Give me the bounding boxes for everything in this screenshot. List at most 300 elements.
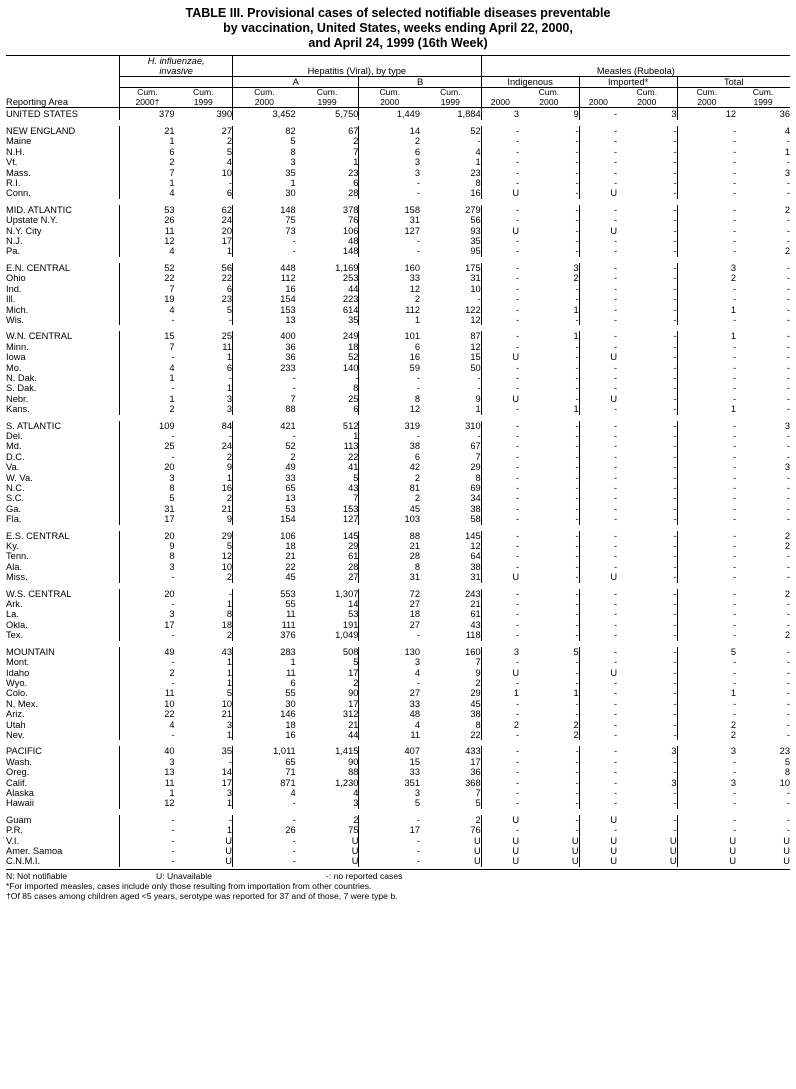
row-value-cell: - [481, 441, 519, 451]
row-value-cell: - [786, 262, 790, 273]
table-row [6, 373, 790, 383]
row-value-cell: - [579, 514, 617, 524]
col-9-l2: 2000 [637, 96, 657, 107]
row-value-cell: - [673, 588, 677, 599]
row-value-cell: - [579, 541, 617, 551]
row-value-cell: 64 [470, 551, 481, 562]
row-value-cell: - [575, 657, 579, 668]
table-row [6, 620, 790, 630]
col-5-l2: 1999 [440, 96, 460, 107]
row-value-cell: - [359, 236, 420, 246]
row-area-label: Alaska [6, 787, 34, 798]
row-value-cell: 8 [120, 551, 175, 561]
row-value-cell: 72 [359, 589, 420, 599]
row-value-cell: - [481, 657, 519, 667]
row-value-cell: 9 [226, 514, 233, 525]
row-value-cell: 35 [221, 746, 233, 757]
row-value-cell: - [673, 493, 677, 504]
row-value-cell: 3 [226, 787, 233, 798]
row-value-cell: 12 [677, 108, 736, 121]
row-value-cell: - [359, 856, 420, 866]
row-value-cell: 1 [475, 157, 481, 168]
row-value-cell: 158 [359, 205, 420, 215]
row-value-cell: - [673, 126, 677, 136]
row-value-cell: - [579, 609, 617, 619]
row-value-cell: 3 [359, 157, 420, 167]
row-value-cell: 22 [233, 562, 296, 572]
row-area-label: Ala. [6, 561, 23, 572]
table-row [6, 531, 790, 541]
row-value-cell: 43 [221, 646, 233, 657]
row-value-cell: - [673, 304, 677, 315]
row-area-label: N.Y. City [6, 225, 42, 236]
row-value-cell: - [786, 698, 790, 709]
table-row [6, 462, 790, 472]
row-value-cell: 160 [359, 263, 420, 273]
row-area-label: Conn. [6, 188, 31, 199]
row-area-label: Minn. [6, 341, 29, 352]
row-value-cell: - [481, 404, 519, 414]
row-value-cell: - [677, 483, 736, 493]
subgroup-indigenous: Indigenous [507, 77, 553, 87]
row-value-cell: 21 [233, 551, 296, 561]
row-area-label: D.C. [6, 451, 25, 462]
row-value-cell: - [575, 530, 579, 541]
col-7-l2: 2000 [539, 96, 559, 107]
row-value-cell: - [579, 599, 617, 609]
row-value-cell: - [786, 709, 790, 720]
row-value-cell: 1 [481, 688, 519, 698]
row-area-label: Miss. [6, 572, 28, 583]
row-value-cell: 1 [226, 729, 233, 740]
row-area-label: W.S. CENTRAL [6, 588, 72, 599]
row-value-cell: 34 [470, 493, 481, 504]
row-value-cell: - [228, 814, 233, 825]
table-row [6, 815, 790, 825]
row-value-cell: 2 [226, 136, 233, 147]
row-value-cell: 3 [481, 108, 519, 121]
table-row [6, 126, 790, 136]
row-value-cell: 9 [120, 541, 175, 551]
row-value-cell: - [575, 236, 579, 247]
row-value-cell: 95 [470, 246, 481, 257]
row-value-cell: - [481, 551, 519, 561]
row-value-cell: 35 [348, 314, 359, 325]
row-value-cell: 20 [120, 462, 175, 472]
row-value-cell: - [575, 204, 579, 215]
row-value-cell: 145 [342, 530, 359, 541]
row-value-cell: 7 [120, 284, 175, 294]
row-value-cell: 11 [120, 226, 175, 236]
row-value-cell: - [481, 630, 519, 640]
row-value-cell: - [786, 441, 790, 452]
row-value-cell: - [481, 342, 519, 352]
row-value-cell: 50 [470, 362, 481, 373]
row-value-cell: 3 [573, 262, 579, 273]
row-value-cell: - [477, 372, 481, 383]
row-value-cell: U [783, 835, 790, 846]
row-value-cell: - [673, 372, 677, 383]
row-value-cell: - [579, 493, 617, 503]
row-value-cell: 421 [233, 421, 296, 431]
col-0-l1: Cum. [137, 87, 158, 97]
row-value-cell: 5 [226, 688, 233, 699]
row-value-cell: - [677, 284, 736, 294]
row-value-cell: 508 [342, 646, 359, 657]
row-value-cell: 3 [120, 473, 175, 483]
row-value-cell: - [575, 362, 579, 373]
row-value-cell: - [359, 178, 420, 188]
row-value-cell: - [677, 462, 736, 472]
row-value-cell: 1,011 [233, 746, 296, 756]
row-value-cell: - [575, 551, 579, 562]
row-value-cell: 312 [342, 709, 359, 720]
row-value-cell: 1,884 [457, 109, 481, 119]
row-value-cell: 5 [353, 657, 359, 668]
row-value-cell: 1 [226, 657, 233, 668]
row-value-cell: - [673, 646, 677, 657]
row-value-cell: 112 [233, 273, 296, 283]
col-11-l1: Cum. [752, 87, 774, 97]
row-value-cell: 53 [233, 504, 296, 514]
row-value-cell: 11 [222, 341, 233, 352]
row-value-cell: - [228, 588, 233, 599]
legend-unavailable: U: Unavailable [156, 870, 212, 881]
row-value-cell: U [473, 856, 481, 867]
row-value-cell: - [359, 431, 420, 441]
row-value-cell: 18 [221, 619, 233, 630]
row-value-cell: 1 [226, 352, 233, 363]
col-1-l1: Cum. [193, 87, 214, 97]
row-value-cell: - [120, 657, 175, 667]
row-value-cell: 512 [342, 420, 359, 431]
row-value-cell: 8 [226, 609, 233, 620]
row-value-cell: 148 [342, 246, 359, 257]
row-value-cell: - [673, 709, 677, 720]
row-value-cell: U [783, 856, 790, 867]
table-row [6, 342, 790, 352]
row-value-cell: - [677, 767, 736, 777]
row-value-cell: - [481, 431, 519, 441]
table-row [6, 136, 790, 146]
row-value-cell: - [481, 757, 519, 767]
row-value-cell: 2 [677, 720, 736, 730]
row-area-label: Tex. [6, 630, 24, 641]
row-value-cell: 88 [233, 404, 296, 414]
row-value-cell: 1 [120, 788, 175, 798]
col-3-l2: 1999 [317, 96, 337, 107]
row-value-cell: 3 [359, 788, 420, 798]
table-row [6, 647, 790, 657]
row-value-cell: - [359, 836, 420, 846]
row-area-label: Maine [6, 136, 32, 147]
table-row [6, 452, 790, 462]
row-value-cell: 10 [470, 283, 481, 294]
row-value-cell: - [575, 462, 579, 473]
row-value-cell: 1 [226, 246, 233, 257]
row-value-cell: 153 [342, 503, 359, 514]
row-value-cell: - [673, 719, 677, 730]
table-row [6, 825, 790, 835]
table-row [6, 767, 790, 777]
legend-row [6, 871, 790, 881]
row-value-cell: - [575, 777, 579, 788]
row-value-cell: - [355, 372, 359, 383]
row-value-cell: 553 [233, 589, 296, 599]
row-value-cell: 88 [348, 767, 359, 778]
row-value-cell: 4 [353, 787, 359, 798]
row-area-label: Vt. [6, 157, 18, 168]
row-value-cell: - [673, 352, 677, 363]
table-row [6, 609, 790, 619]
row-value-cell: - [481, 331, 519, 341]
row-value-cell: - [786, 283, 790, 294]
row-value-cell: - [786, 646, 790, 657]
row-value-cell: - [575, 746, 579, 757]
row-value-cell: 24 [221, 441, 233, 452]
table-row [6, 599, 790, 609]
row-value-cell: - [673, 541, 677, 552]
row-value-cell: - [786, 561, 790, 572]
row-value-cell: - [579, 678, 617, 688]
row-value-cell: 1,230 [335, 777, 359, 788]
row-area-label: Ind. [6, 283, 22, 294]
row-value-cell: - [677, 246, 736, 256]
row-value-cell: 61 [470, 609, 481, 620]
row-value-cell: 3 [226, 393, 233, 404]
row-value-cell: 243 [465, 588, 481, 599]
row-value-cell: 12 [221, 551, 233, 562]
row-value-cell: 10 [221, 561, 233, 572]
row-value-cell: - [579, 551, 617, 561]
row-value-cell: - [228, 430, 233, 441]
row-value-cell: 2 [784, 541, 790, 552]
row-value-cell: 52 [120, 263, 175, 273]
row-value-cell: 3 [784, 420, 790, 431]
row-value-cell: - [579, 757, 617, 767]
group-measles: Measles (Rubeola) [596, 66, 675, 76]
row-value-cell: 12 [470, 341, 481, 352]
row-value-cell: 5 [573, 646, 579, 657]
row-value-cell: 6 [359, 452, 420, 462]
row-value-cell: - [579, 473, 617, 483]
row-value-cell: - [579, 404, 617, 414]
row-value-cell: - [673, 283, 677, 294]
col-5-l1: Cum. [440, 87, 461, 97]
row-value-cell: - [786, 314, 790, 325]
table-row [6, 205, 790, 215]
row-value-cell: - [579, 798, 617, 808]
row-value-cell: 36 [233, 352, 296, 362]
row-value-cell: - [481, 246, 519, 256]
table-row [6, 856, 790, 866]
row-value-cell: - [673, 314, 677, 325]
row-value-cell: - [120, 815, 175, 825]
table-row [6, 441, 790, 451]
row-value-cell: 3 [677, 263, 736, 273]
row-value-cell: 17 [221, 236, 233, 247]
row-value-cell: 14 [359, 126, 420, 136]
row-value-cell: - [575, 372, 579, 383]
row-value-cell: - [786, 362, 790, 373]
row-value-cell: 30 [233, 699, 296, 709]
row-value-cell: 21 [348, 719, 359, 730]
row-value-cell: 111 [233, 620, 296, 630]
row-area-label: Del. [6, 430, 23, 441]
row-area-label: Idaho [6, 667, 30, 678]
row-value-cell: 26 [233, 825, 296, 835]
row-value-cell: 15 [120, 331, 175, 341]
row-value-cell: 2 [226, 630, 233, 641]
row-value-cell: 18 [233, 720, 296, 730]
row-value-cell: 48 [348, 236, 359, 247]
row-value-cell: 1 [677, 404, 736, 414]
row-value-cell: - [786, 304, 790, 315]
row-value-cell: - [481, 305, 519, 315]
table-row [6, 363, 790, 373]
table-row [6, 562, 790, 572]
row-value-cell: 22 [221, 273, 233, 284]
row-value-cell: - [575, 667, 579, 678]
legend-no-cases: -: no reported cases [326, 870, 403, 881]
row-value-cell: 2 [353, 814, 359, 825]
row-value-cell: 82 [233, 126, 296, 136]
row-value-cell: - [579, 462, 617, 472]
row-value-cell: - [677, 188, 736, 198]
row-value-cell: - [677, 431, 736, 441]
row-value-cell: - [481, 709, 519, 719]
row-value-cell: 11 [233, 668, 296, 678]
row-value-cell: - [579, 589, 617, 599]
row-value-cell: - [575, 483, 579, 493]
row-value-cell: - [677, 825, 736, 835]
row-value-cell: - [673, 246, 677, 257]
row-value-cell: 73 [233, 226, 296, 236]
table-row [6, 699, 790, 709]
row-value-cell: 16 [470, 188, 481, 199]
row-value-cell: - [481, 493, 519, 503]
row-value-cell: - [579, 108, 617, 121]
row-value-cell: - [228, 314, 233, 325]
row-value-cell: - [677, 562, 736, 572]
row-value-cell: - [120, 678, 175, 688]
row-value-cell: 33 [233, 473, 296, 483]
row-value-cell: - [575, 383, 579, 394]
row-value-cell: U [579, 394, 617, 404]
group-hflu-line1: H. influenzae, [147, 56, 205, 66]
row-value-cell: 3 [120, 757, 175, 767]
table-row [6, 504, 790, 514]
row-value-cell: 19 [120, 294, 175, 304]
row-value-cell: - [233, 246, 296, 256]
row-value-cell: 1 [353, 157, 359, 168]
row-value-cell: - [786, 688, 790, 699]
row-value-cell: - [481, 452, 519, 462]
row-value-cell: 9 [475, 393, 481, 404]
table-row [6, 226, 790, 236]
row-value-cell: 2 [475, 814, 481, 825]
row-area-label: Tenn. [6, 551, 29, 562]
table-row [6, 157, 790, 167]
row-value-cell: 140 [342, 362, 359, 373]
row-value-cell: - [481, 599, 519, 609]
row-value-cell: 127 [342, 514, 359, 525]
row-value-cell: 2 [677, 730, 736, 740]
row-value-cell: 1 [120, 136, 175, 146]
row-value-cell: 400 [233, 331, 296, 341]
row-value-cell: 13 [120, 767, 175, 777]
row-value-cell: - [677, 394, 736, 404]
row-value-cell: - [673, 551, 677, 562]
table-row [6, 246, 790, 256]
row-value-cell: 22 [348, 451, 359, 462]
row-value-cell: 25 [120, 441, 175, 451]
row-area-label: W. Va. [6, 472, 33, 483]
row-value-cell: - [120, 836, 175, 846]
row-value-cell: U [677, 856, 736, 866]
row-value-cell: 17 [221, 777, 233, 788]
row-value-cell: 13 [233, 315, 296, 325]
row-value-cell: 4 [120, 188, 175, 198]
row-value-cell: - [677, 493, 736, 503]
row-area-label: La. [6, 609, 19, 620]
row-value-cell: 223 [342, 294, 359, 305]
row-value-cell: 5 [226, 304, 233, 315]
row-value-cell: 42 [359, 462, 420, 472]
row-area-label: Okla. [6, 619, 28, 630]
row-value-cell: 127 [359, 226, 420, 236]
row-area-label: Utah [6, 719, 26, 730]
row-value-cell: - [786, 341, 790, 352]
table-row [6, 483, 790, 493]
row-value-cell: - [677, 373, 736, 383]
row-value-cell: 43 [470, 619, 481, 630]
row-value-cell: U [579, 846, 617, 856]
row-value-cell: - [673, 451, 677, 462]
row-value-cell: - [481, 168, 519, 178]
row-value-cell: 31 [359, 215, 420, 225]
row-area-label: N.C. [6, 483, 25, 493]
row-value-cell: 3 [671, 777, 677, 788]
row-value-cell: 2 [784, 204, 790, 215]
row-value-cell: - [677, 551, 736, 561]
row-value-cell: 7 [353, 493, 359, 504]
row-value-cell: - [575, 767, 579, 778]
row-value-cell: - [575, 283, 579, 294]
row-value-cell: - [228, 372, 233, 383]
row-value-cell: - [579, 305, 617, 315]
table-row [6, 331, 790, 341]
row-value-cell: 48 [359, 709, 420, 719]
row-value-cell: - [786, 551, 790, 562]
row-value-cell: - [481, 136, 519, 146]
row-value-cell: 1,169 [335, 262, 359, 273]
table-row [6, 178, 790, 188]
row-value-cell: 378 [342, 204, 359, 215]
row-value-cell: 6 [353, 404, 359, 415]
row-value-cell: - [481, 589, 519, 599]
row-value-cell: 6 [226, 362, 233, 373]
row-value-cell: 29 [470, 688, 481, 699]
row-value-cell: - [579, 620, 617, 630]
row-area-label: Guam [6, 814, 32, 825]
row-value-cell: 1 [573, 331, 579, 342]
row-value-cell: - [120, 315, 175, 325]
row-value-cell: 45 [359, 504, 420, 514]
row-value-cell: 87 [470, 331, 481, 342]
row-value-cell: - [677, 699, 736, 709]
row-area-label: N. Mex. [6, 698, 39, 709]
